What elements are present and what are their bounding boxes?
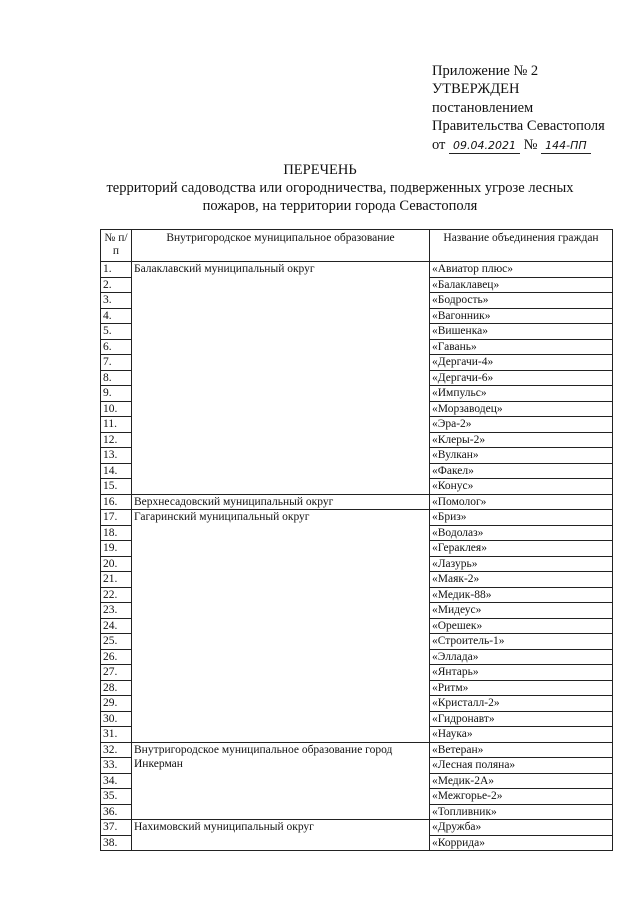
row-number: 28. bbox=[101, 680, 132, 696]
row-number: 33. bbox=[101, 758, 132, 774]
association-name: «Морзаводец» bbox=[430, 401, 613, 417]
association-name: «Вулкан» bbox=[430, 448, 613, 464]
header-association: Название объединения граждан bbox=[430, 230, 613, 262]
association-name: «Вишенка» bbox=[430, 324, 613, 340]
row-number: 8. bbox=[101, 370, 132, 386]
row-number: 11. bbox=[101, 417, 132, 433]
municipality-cell: Балаклавский муниципальный округ bbox=[132, 262, 430, 495]
row-number: 16. bbox=[101, 494, 132, 510]
row-number: 9. bbox=[101, 386, 132, 402]
table-row bbox=[101, 262, 613, 278]
row-number: 12. bbox=[101, 432, 132, 448]
row-number: 26. bbox=[101, 649, 132, 665]
association-name: «Коррида» bbox=[430, 835, 613, 851]
row-number: 35. bbox=[101, 789, 132, 805]
row-number: 4. bbox=[101, 308, 132, 324]
row-number: 13. bbox=[101, 448, 132, 464]
association-name: «Медик-88» bbox=[430, 587, 613, 603]
row-number: 18. bbox=[101, 525, 132, 541]
row-number: 2. bbox=[101, 277, 132, 293]
association-name: «Эллада» bbox=[430, 649, 613, 665]
association-name: «Клеры-2» bbox=[430, 432, 613, 448]
row-number: 1. bbox=[101, 262, 132, 278]
association-name: «Кристалл-2» bbox=[430, 696, 613, 712]
association-name: «Вагонник» bbox=[430, 308, 613, 324]
association-name: «Орешек» bbox=[430, 618, 613, 634]
row-number: 7. bbox=[101, 355, 132, 371]
row-number: 25. bbox=[101, 634, 132, 650]
resolution-label: постановлением bbox=[432, 99, 534, 116]
row-number: 31. bbox=[101, 727, 132, 743]
table-body bbox=[101, 262, 613, 851]
row-number: 32. bbox=[101, 742, 132, 758]
row-number: 27. bbox=[101, 665, 132, 681]
row-number: 14. bbox=[101, 463, 132, 479]
association-name: «Наука» bbox=[430, 727, 613, 743]
association-name: «Водолаз» bbox=[430, 525, 613, 541]
territories-table bbox=[100, 229, 613, 851]
table-row bbox=[101, 510, 613, 526]
row-number: 23. bbox=[101, 603, 132, 619]
association-name: «Бриз» bbox=[430, 510, 613, 526]
table-header-row bbox=[101, 230, 613, 262]
association-name: «Авиатор плюс» bbox=[430, 262, 613, 278]
header-municipality: Внутригородское муниципальное образование bbox=[132, 230, 430, 262]
association-name: «Бодрость» bbox=[430, 293, 613, 309]
association-name: «Строитель-1» bbox=[430, 634, 613, 650]
municipality-cell: Гагаринский муниципальный округ bbox=[132, 510, 430, 743]
row-number: 24. bbox=[101, 618, 132, 634]
association-name: «Медик-2А» bbox=[430, 773, 613, 789]
appendix-label: Приложение № 2 bbox=[432, 63, 539, 79]
association-name: «Ветеран» bbox=[430, 742, 613, 758]
table-row bbox=[101, 820, 613, 836]
date-prefix: от bbox=[432, 136, 446, 153]
municipality-cell: Внутригородское муниципальное образование город Инкерман bbox=[132, 742, 430, 820]
association-name: «Импульс» bbox=[430, 386, 613, 402]
row-number: 19. bbox=[101, 541, 132, 557]
association-name: «Гавань» bbox=[430, 339, 613, 355]
approved-label: УТВЕРЖДЕН bbox=[432, 81, 520, 98]
row-number: 5. bbox=[101, 324, 132, 340]
government-label: Правительства Севастополя bbox=[432, 118, 605, 135]
row-number: 30. bbox=[101, 711, 132, 727]
row-number: 6. bbox=[101, 339, 132, 355]
handwritten-number: 144-ПП bbox=[541, 139, 591, 154]
row-number: 38. bbox=[101, 835, 132, 851]
table-row bbox=[101, 494, 613, 510]
row-number: 22. bbox=[101, 587, 132, 603]
row-number: 3. bbox=[101, 293, 132, 309]
row-number: 21. bbox=[101, 572, 132, 588]
association-name: «Балаклавец» bbox=[430, 277, 613, 293]
handwritten-date: 09.04.2021 bbox=[449, 139, 520, 154]
table-row bbox=[101, 742, 613, 758]
row-number: 29. bbox=[101, 696, 132, 712]
association-name: «Маяк-2» bbox=[430, 572, 613, 588]
association-name: «Межгорье-2» bbox=[430, 789, 613, 805]
row-number: 34. bbox=[101, 773, 132, 789]
association-name: «Гераклея» bbox=[430, 541, 613, 557]
association-name: «Топливник» bbox=[430, 804, 613, 820]
municipality-cell: Нахимовский муниципальный округ bbox=[132, 820, 430, 851]
date-number-line bbox=[432, 136, 605, 154]
association-name: «Факел» bbox=[430, 463, 613, 479]
municipality-cell: Верхнесадовский муниципальный округ bbox=[132, 494, 430, 510]
association-name: «Эра-2» bbox=[430, 417, 613, 433]
association-name: «Дружба» bbox=[430, 820, 613, 836]
association-name: «Дергачи-6» bbox=[430, 370, 613, 386]
title-subtitle: территорий садоводства или огородничества, подверженных угрозе лесных пожаров, на территории города Севастополя bbox=[106, 180, 574, 214]
row-number: 15. bbox=[101, 479, 132, 495]
association-name: «Гидронавт» bbox=[430, 711, 613, 727]
header-num: № п/п bbox=[101, 230, 132, 262]
association-name: «Дергачи-4» bbox=[430, 355, 613, 371]
association-name: «Ритм» bbox=[430, 680, 613, 696]
approval-block bbox=[432, 62, 605, 154]
number-prefix: № bbox=[523, 136, 538, 153]
row-number: 37. bbox=[101, 820, 132, 836]
row-number: 36. bbox=[101, 804, 132, 820]
row-number: 20. bbox=[101, 556, 132, 572]
document-title bbox=[0, 161, 640, 215]
row-number: 17. bbox=[101, 510, 132, 526]
title-heading: ПЕРЕЧЕНЬ bbox=[283, 162, 357, 178]
association-name: «Янтарь» bbox=[430, 665, 613, 681]
association-name: «Лесная поляна» bbox=[430, 758, 613, 774]
association-name: «Мидеус» bbox=[430, 603, 613, 619]
association-name: «Лазурь» bbox=[430, 556, 613, 572]
association-name: «Конус» bbox=[430, 479, 613, 495]
association-name: «Помолог» bbox=[430, 494, 613, 510]
row-number: 10. bbox=[101, 401, 132, 417]
